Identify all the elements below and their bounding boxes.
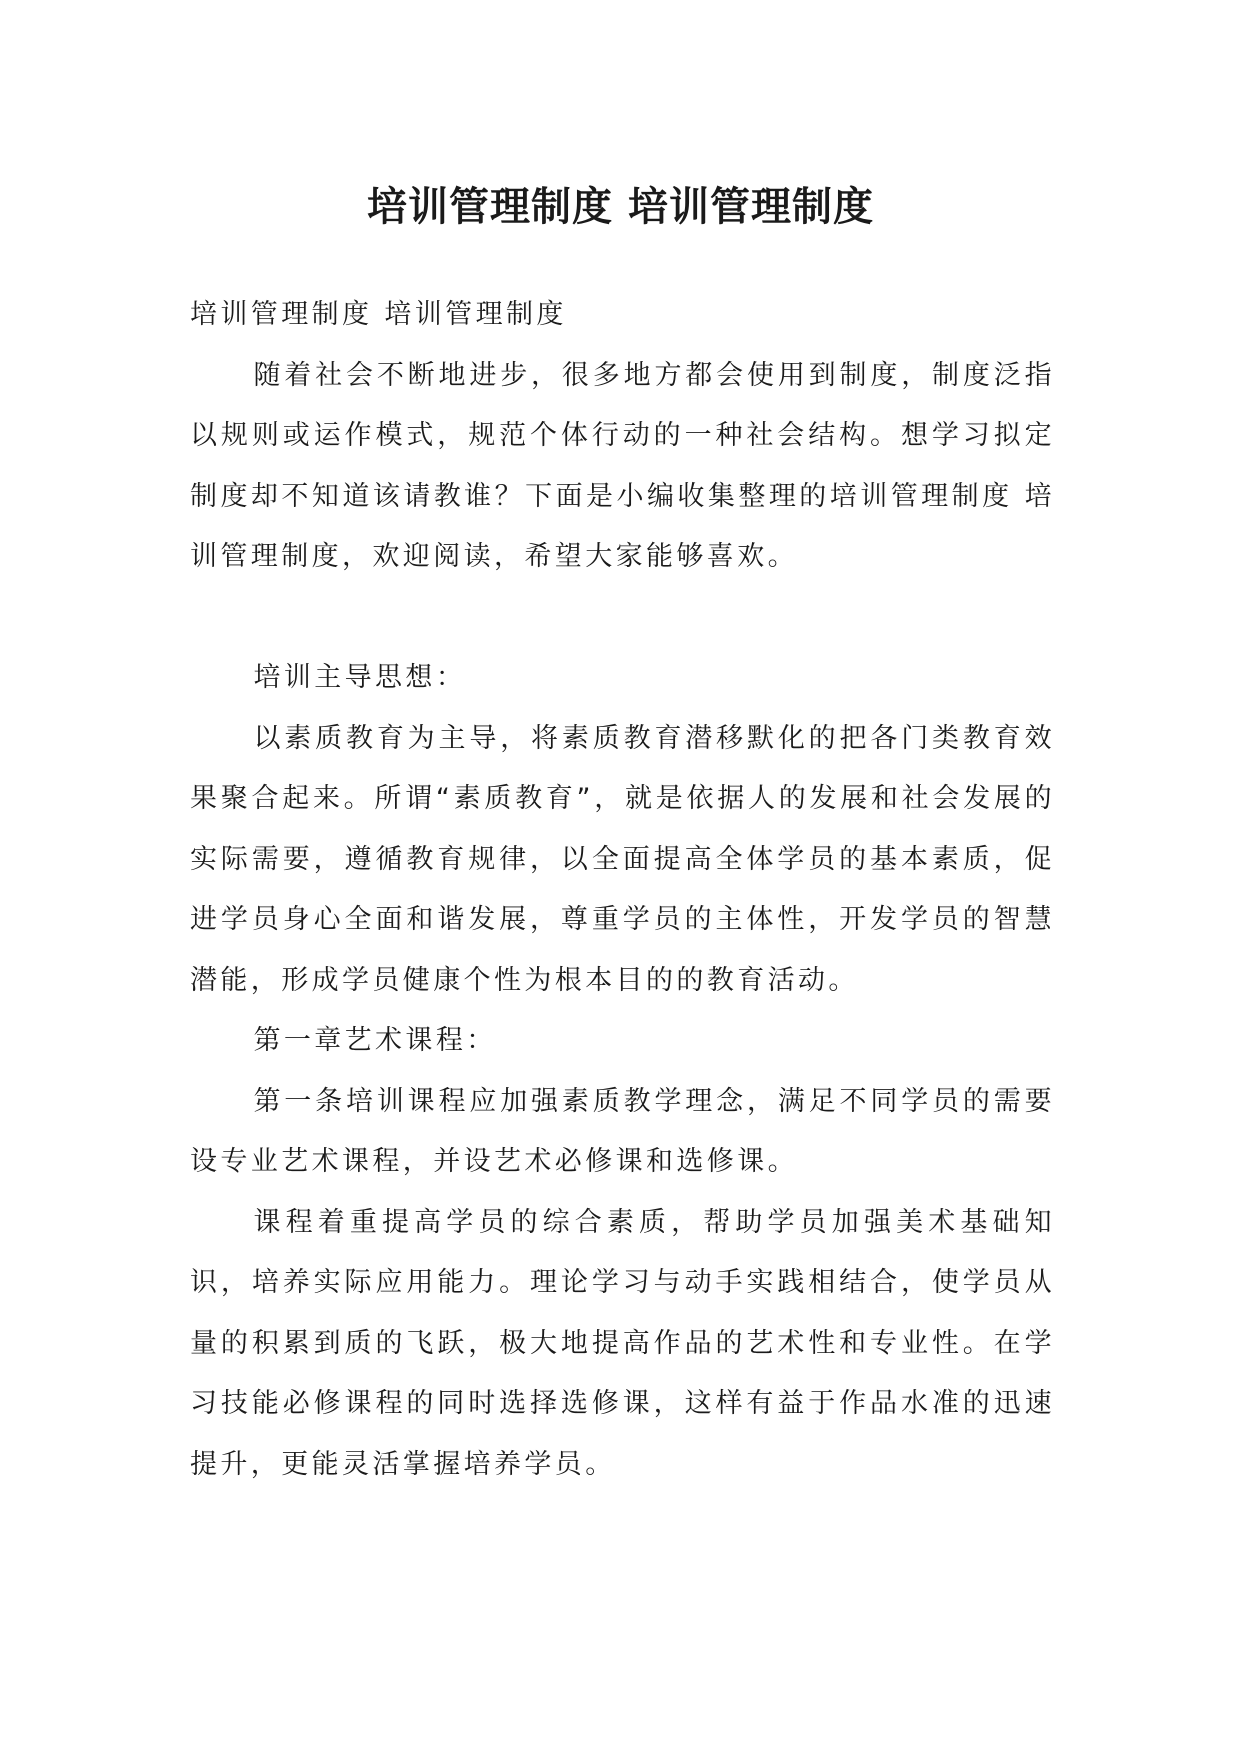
article-one-paragraph: 第一条培训课程应加强素质教学理念，满足不同学员的需要设专业艺术课程，并设艺术必修课和选修课。 bbox=[190, 1085, 1055, 1177]
intro-paragraph: 随着社会不断地进步，很多地方都会使用到制度，制度泛指以规则或运作模式，规范个体行动的一种社会结构。想学习拟定制度却不知道该请教谁？下面是小编收集整理的培训管理制度 培训管理制度，欢迎阅读，希望大家能够喜欢。 bbox=[190, 359, 1055, 572]
document-subtitle: 培训管理制度 培训管理制度 bbox=[190, 299, 567, 330]
course-focus-paragraph: 课程着重提高学员的综合素质，帮助学员加强美术基础知识，培养实际应用能力。理论学习与动手实践相结合，使学员从量的积累到质的飞跃，极大地提高作品的艺术性和专业性。在学习技能必修课程的同时选择选修课，这样有益于作品水准的迅速提升，更能灵活掌握培养学员。 bbox=[190, 1206, 1055, 1480]
document-title: 培训管理制度 培训管理制度 bbox=[367, 182, 874, 230]
chapter-heading-art-courses: 第一章艺术课程： bbox=[253, 1025, 497, 1056]
section-heading-guiding-thought: 培训主导思想： bbox=[253, 662, 467, 693]
guiding-thought-paragraph: 以素质教育为主导，将素质教育潜移默化的把各门类教育效果聚合起来。所谓“素质教育”，就是依据人的发展和社会发展的实际需要，遵循教育规律，以全面提高全体学员的基本素质，促进学员身心全面和谐发展，尊重学员的主体性，开发学员的智慧潜能，形成学员健康个性为根本目的的教育活动。 bbox=[190, 722, 1055, 996]
document-body bbox=[190, 285, 1055, 1495]
paragraph-spacer bbox=[190, 588, 1055, 649]
